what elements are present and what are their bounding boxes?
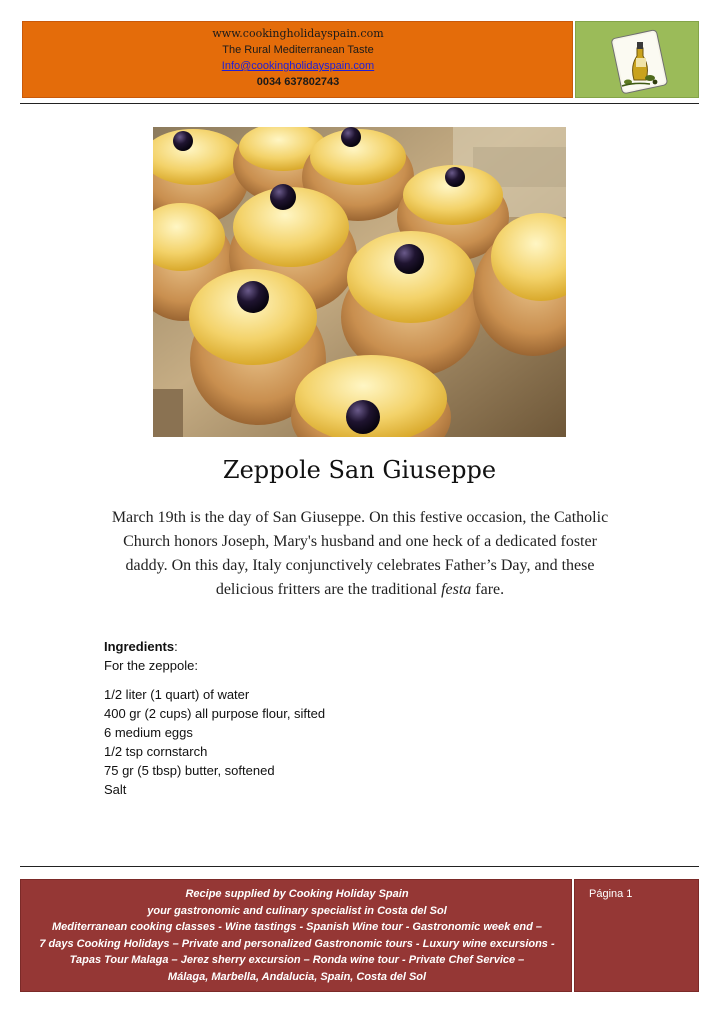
page-number: Página 1	[589, 888, 633, 900]
footer-services-panel	[20, 879, 572, 992]
recipe-title: Zeppole San Giuseppe	[222, 456, 497, 484]
intro-text-end: fare.	[471, 581, 505, 598]
footer-text-block	[21, 886, 573, 986]
footer-line: Málaga, Marbella, Andalucia, Spain, Costa del Sol	[167, 970, 427, 983]
intro-emphasis: festa	[441, 581, 472, 598]
footer-page-panel	[574, 879, 699, 992]
header-contact-banner	[22, 21, 573, 98]
header-divider	[20, 103, 699, 104]
footer-line: Recipe supplied by Cooking Holiday Spain	[185, 888, 409, 900]
ingredient-item: 1/2 tsp cornstarch	[104, 744, 208, 759]
ingredient-item: 1/2 liter (1 quart) of water	[104, 687, 250, 702]
website-link[interactable]: www.cookingholidayspain.com	[212, 27, 384, 40]
ingredients-subheading: For the zeppole:	[104, 658, 198, 673]
ingredient-item: Salt	[104, 782, 127, 797]
header-logo-panel	[575, 21, 699, 98]
ingredient-item: 75 gr (5 tbsp) butter, softened	[104, 763, 275, 778]
email-link[interactable]: Info@cookingholidayspain.com	[221, 60, 375, 72]
footer-line: 7 days Cooking Holidays – Private and personalized Gastronomic tours - Luxury wine excursions -	[39, 937, 555, 950]
page-footer	[20, 879, 699, 992]
ingredients-list	[104, 685, 504, 799]
ingredients-heading	[104, 637, 504, 656]
page-header	[22, 21, 699, 98]
ingredient-item: 400 gr (2 cups) all purpose flour, sifted	[104, 706, 326, 721]
ingredients-heading-label: Ingredients	[104, 639, 175, 654]
recipe-intro	[104, 506, 616, 602]
intro-text: March 19th is the day of San Giuseppe. On this festive occasion, the Catholic Church honors Joseph, Mary's husband and one heck of a dedicated foster daddy. On this day, Italy conjunctively celebrates Father’s Day, and these delicious fritters are the traditional	[111, 509, 609, 598]
footer-line: your gastronomic and culinary specialist in Costa del Sol	[147, 904, 447, 917]
olive-oil-bottle-logo-icon	[576, 22, 700, 99]
zeppole-pastries-photo	[153, 127, 566, 437]
footer-line: Tapas Tour Malaga – Jerez sherry excursion – Ronda wine tour - Private Chef Service –	[69, 954, 525, 967]
ingredients-heading-colon: :	[174, 639, 178, 654]
phone-number: 0034 637802743	[256, 76, 340, 88]
ingredients-section	[104, 637, 504, 799]
footer-divider	[20, 866, 699, 867]
ingredient-item: 6 medium eggs	[104, 725, 193, 740]
header-contact-block	[173, 26, 423, 90]
header-tagline: The Rural Mediterranean Taste	[222, 44, 374, 56]
footer-line: Mediterranean cooking classes - Wine tastings - Spanish Wine tour - Gastronomic week end –	[51, 921, 543, 934]
